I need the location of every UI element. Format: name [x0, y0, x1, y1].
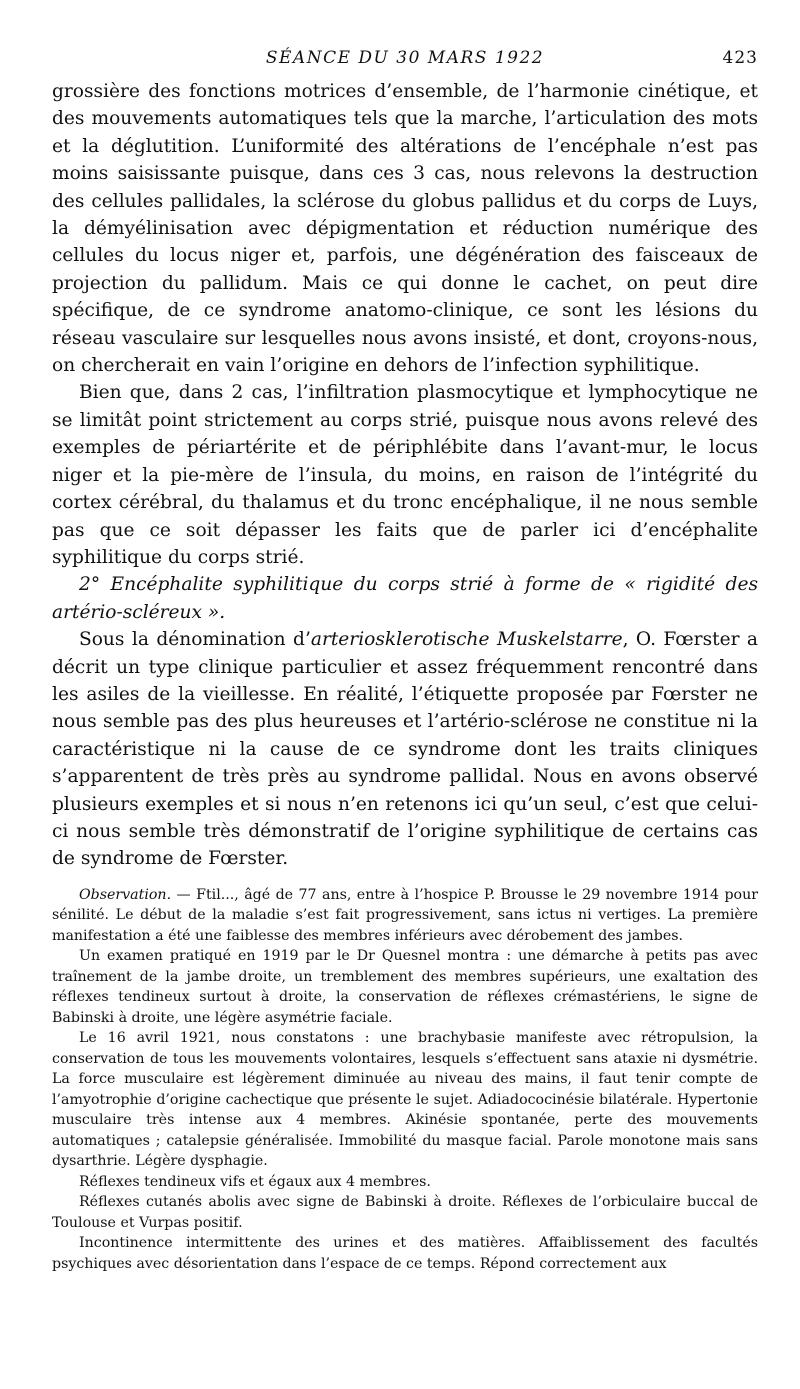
observation-paragraph — [52, 885, 758, 947]
page-number: 423 — [722, 48, 758, 68]
running-head-title: SÉANCE DU 30 MARS 1922 — [265, 48, 545, 68]
observation-block — [52, 885, 758, 1275]
observation-incontinence: Incontinence intermittente des urines et des matières. Affaiblissement des facultés psychiques avec désorientation dans l’espace de ce temps. Répond correctement aux — [52, 1235, 758, 1272]
observation-exam-1921: Le 16 avril 1921, nous constatons : une brachybasie manifeste avec rétropulsion, la conservation de tous les mouvements volontaires, lesquels s’effectuent sans ataxie ni dysmétrie. La force musculaire est légèrement diminuée au niveau des mains, il faut tenir compte de l’amyotrophie d’origine cachectique que présente le sujet. Adiadococinésie bilatérale. Hypertonie musculaire très intense aux 4 membres. Akinésie spontanée, perte des mouvements automatiques ; catalepsie généralisée. Immobilité du masque facial. Parole monotone mais sans dysarthrie. Légère dysphagie. — [52, 1030, 758, 1170]
observation-label: Observation. — [79, 886, 172, 903]
paragraph-foerster — [52, 626, 758, 873]
paragraph-foerster-start: Sous la dénomination d’ — [79, 629, 311, 651]
observation-exam-1919: Un examen pratiqué en 1919 par le Dr Quesnel montra : une démarche à petits pas avec traînement de la jambe droite, un tremblement des membres supérieurs, une exaltation des réflexes tendineux surtout à droite, la conservation de réflexes crémastériens, le signe de Babinski à droite, une légère asymétrie faciale. — [52, 948, 758, 1026]
observation-text: — Ftil..., âgé de 77 ans, entre à l’hospice P. Brousse le 29 novembre 1914 pour sénilité. Le début de la maladie s’est fait progressivement, sans ictus ni vertiges. La première manifestation a été une faiblesse des membres inférieurs avec dérobement des jambes. — [52, 886, 758, 944]
observation-reflexes-tendineux: Réflexes tendineux vifs et égaux aux 4 membres. — [79, 1173, 431, 1190]
main-text — [52, 78, 758, 873]
paragraph-foerster-rest: , O. Fœrster a décrit un type clinique particulier et assez fréquemment rencontré dans les asiles de la vieillesse. En réalité, l’étiquette proposée par Fœrster ne nous semble pas des plus heureuses et l’artério-sclérose ne constitue ni la caractéristique ni la cause de ce syndrome dont les traits cliniques s’apparentent de très près au syndrome pallidal. Nous en avons observé plusieurs exemples et si nous n’en retenons ici qu’un seul, c’est que celui-ci nous semble très démonstratif de l’origine syphilitique de certains cas de syndrome de Fœrster. — [52, 629, 758, 870]
paragraph-continuation: grossière des fonctions motrices d’ensemble, de l’harmonie cinétique, et des mouvements automatiques tels que la marche, l’articulation des mots et la déglutition. L’uniformité des altérations de l’encéphale n’est pas moins saisissante puisque, dans ces 3 cas, nous relevons la destruction des cellules pallidales, la sclérose du globus pallidus et du corps de Luys, la démyélinisation avec dépigmentation et réduction numérique des cellules du locus niger et, parfois, une dégénération des faisceaux de projection du pallidum. Mais ce qui donne le cachet, on peut dire spécifique, de ce syndrome anatomo-clinique, ce sont les lésions du réseau vasculaire sur lesquelles nous avons insisté, et dont, croyons-nous, on chercherait en vain l’origine en dehors de l’infection syphilitique. — [52, 81, 758, 377]
german-term: arteriosklerotische Muskelstarre — [310, 629, 623, 651]
paragraph-infiltration: Bien que, dans 2 cas, l’infiltration plasmocytique et lymphocytique ne se limitât point strictement au corps strié, puisque nous avons relevé des exemples de périartérite et de périphlébite dans l’avant-mur, le locus niger et la pie-mère de l’insula, du moins, en raison de l’intégrité du cortex cérébral, du thalamus et du tronc encéphalique, il ne nous semble pas que ce soit dépasser les faits que de parler ici d’encéphalite syphilitique du corps strié. — [52, 382, 758, 568]
observation-reflexes-cutanes: Réflexes cutanés abolis avec signe de Babinski à droite. Réflexes de l’orbiculaire buccal de Toulouse et Vurpas positif. — [52, 1194, 758, 1231]
running-head — [52, 48, 758, 78]
section-heading: 2° Encéphalite syphilitique du corps strié à forme de « rigidité des artério-scléreux ». — [52, 574, 758, 623]
